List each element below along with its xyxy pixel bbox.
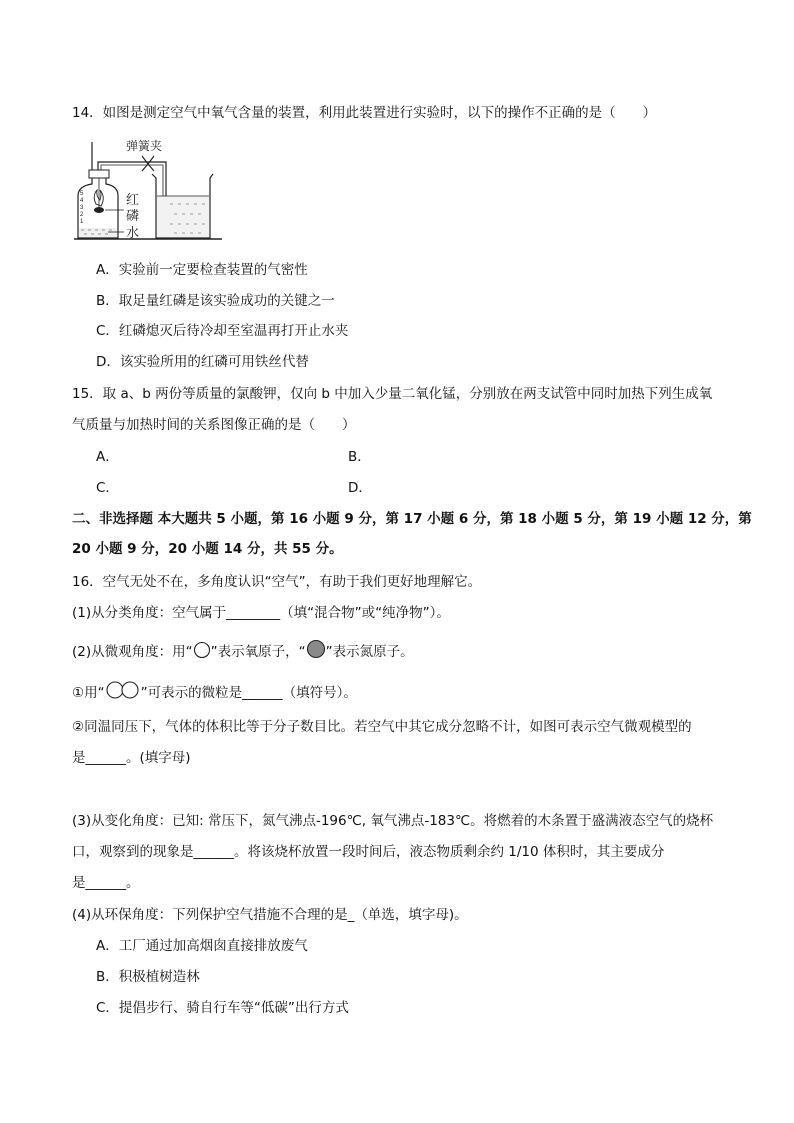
scale-mark: 4 [80, 198, 84, 204]
q15-option-a: A． [96, 449, 119, 465]
spring-clip-icon [142, 156, 154, 171]
beaker-water [157, 196, 209, 237]
q16-part-2-text-c: ”表示氮原子。 [325, 644, 414, 660]
q15-option-b: B． [348, 449, 371, 465]
q16-part-2-text-a: (2)从微观角度：用“ [72, 644, 193, 660]
q16-part-2-text-b: ”表示氧原子，“ [210, 644, 306, 660]
phosphorus-label-2: 磷 [126, 208, 140, 223]
water-label: 水 [126, 225, 140, 240]
clip-label: 弹簧夹 [126, 139, 163, 153]
q14-stem: 14．如图是测定空气中氧气含量的装置，利用此装置进行实验时，以下的操作不正确的是（ ） [72, 105, 657, 121]
q16-part-3-line-1: (3)从变化角度：已知: 常压下，氮气沸点-196℃, 氧气沸点-183℃。将燃着的木条置于盛满液态空气的烧杯 [72, 813, 714, 829]
oxygen-molecule-icon [105, 680, 141, 700]
q16-part-2-i-text-a: ①用“ [72, 685, 105, 701]
nitrogen-atom-icon [306, 639, 326, 659]
q15-stem-line-1: 15．取 a、b 两份等质量的氯酸钾，仅向 b 中加入少量二氧化锰，分别放在两支试管中同时加热下列生成氧 [72, 386, 713, 402]
bottle-water [79, 228, 117, 237]
q16-stem: 16．空气无处不在，多角度认识“空气”，有助于我们更好地理解它。 [72, 574, 482, 590]
q16-part-2-ii-line-1: ②同温同压下，气体的体积比等于分子数目比。若空气中其它成分忽略不计，如图可表示空气微观模型的 [72, 719, 692, 735]
q15-option-d: D． [348, 480, 372, 496]
q15-stem-line-2: 气质量与加热时间的关系图像正确的是（ ） [72, 417, 356, 433]
stopper [89, 170, 109, 178]
scale-mark: 2 [80, 212, 84, 218]
oxygen-atom-icon [193, 641, 211, 659]
scale-mark: 1 [80, 219, 84, 225]
q14-option-c: C．红磷熄灭后待冷却至室温再打开止水夹 [96, 323, 349, 339]
q14-option-b: B．取足量红磷是该实验成功的关键之一 [96, 293, 335, 309]
q16-part-3-line-3: 是______。 [72, 875, 140, 891]
q16-part-2-i-text-b: ”可表示的微粒是______（填符号）。 [140, 685, 357, 701]
q14-option-d: D．该实验所用的红磷可用铁丝代替 [96, 354, 309, 370]
scale-mark: 5 [80, 191, 84, 197]
q15-option-c: C． [96, 480, 119, 496]
q16-part-4: (4)从环保角度：下列保护空气措施不合理的是_（单选，填字母)。 [72, 907, 468, 923]
phosphorus-label-1: 红 [126, 192, 140, 207]
q16-part-4-option-a: A．工厂通过加高烟囱直接排放废气 [96, 938, 308, 954]
section-2-header-line-1: 二、非选择题 本大题共 5 小题，第 16 小题 9 分，第 17 小题 6 分，第 18 小题 5 分，第 19 小题 12 分，第 [72, 511, 752, 527]
section-2-header-line-2: 20 小题 9 分，20 小题 14 分，共 55 分。 [72, 541, 343, 557]
q16-part-4-option-c: C．提倡步行、骑自行车等“低碳”出行方式 [96, 1000, 349, 1016]
bottle-scale [80, 191, 84, 225]
q16-part-2 [72, 639, 414, 661]
q16-part-3-line-2: 口，观察到的现象是______。将该烧杯放置一段时间后，液态物质剩余约 1/10 体积时，其主要成分 [72, 844, 665, 860]
scale-mark: 3 [80, 205, 84, 211]
q16-part-1: (1)从分类角度：空气属于________（填“混合物”或“纯净物”）。 [72, 605, 450, 621]
oxygen-apparatus-figure [72, 134, 242, 244]
q16-part-2-i [72, 680, 357, 702]
q16-part-2-ii-line-2: 是______。(填字母) [72, 750, 191, 766]
q16-part-4-option-b: B．积极植树造林 [96, 969, 200, 985]
q14-option-a: A．实验前一定要检查装置的气密性 [96, 262, 308, 278]
